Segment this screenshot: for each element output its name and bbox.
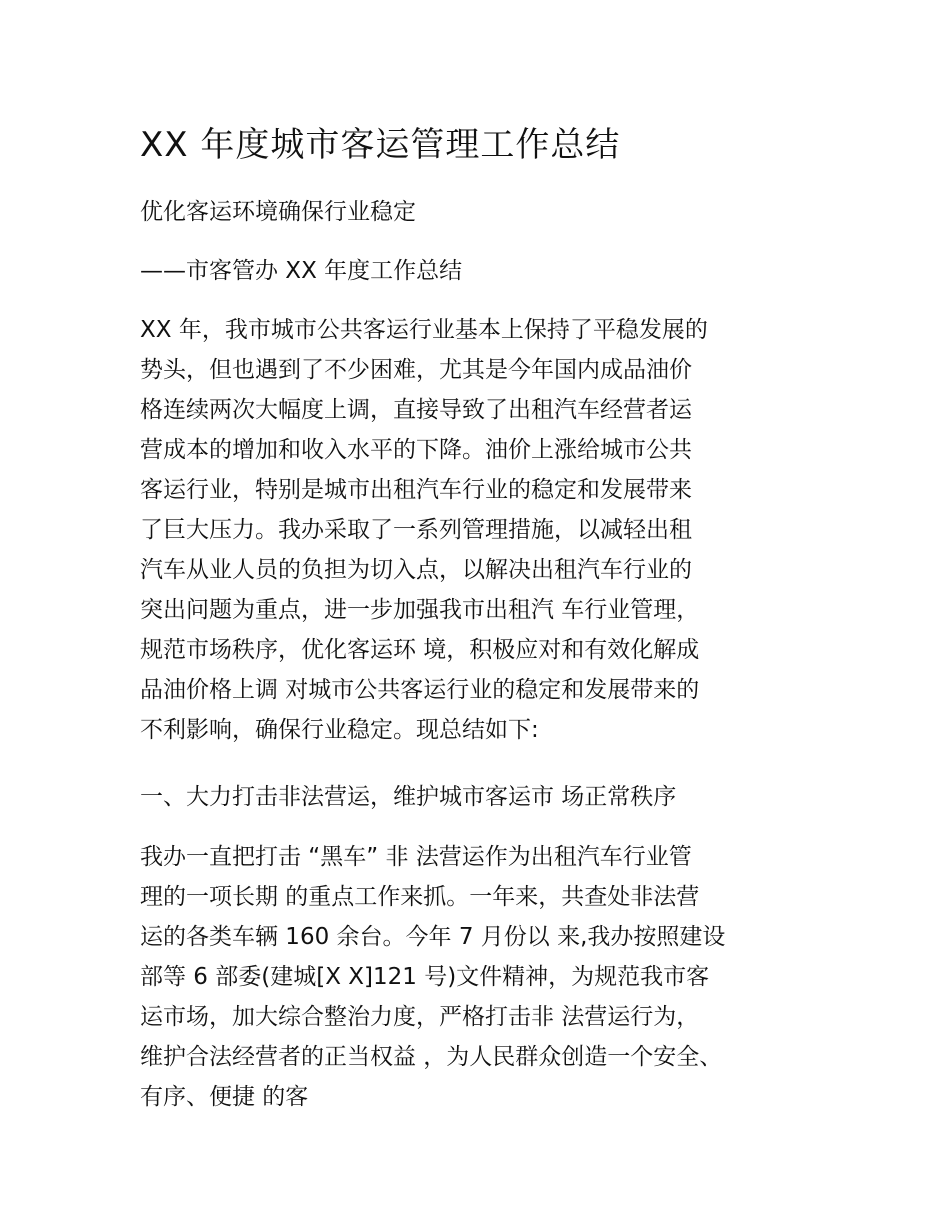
paragraph-line: 运的各类车辆 160 余台。今年 7 月份以 来,我办按照建设 (140, 924, 726, 950)
paragraph-line: 有序、便捷 的客 (140, 1084, 309, 1110)
paragraph-line: 客运行业，特别是城市出租汽车行业的稳定和发展带来 (140, 477, 692, 503)
paragraph-line: 不利影响，确保行业稳定。现总结如下: (140, 717, 539, 743)
paragraph-line: 理的一项长期 的重点工作来抓。一年来，共查处非法营 (140, 884, 700, 910)
paragraph-line: 品油价格上调 对城市公共客运行业的稳定和发展带来的 (140, 677, 700, 703)
paragraph-line: 汽车从业人员的负担为切入点，以解决出租汽车行业的 (140, 557, 692, 583)
document-subtitle: 优化客运环境确保行业稳定 (140, 199, 416, 225)
document-byline: ——市客管办 XX 年度工作总结 (140, 258, 463, 284)
intro-paragraph (140, 310, 830, 750)
section-heading: 一、大力打击非法营运，维护城市客运市 场正常秩序 (140, 784, 677, 810)
paragraph-line: 格连续两次大幅度上调，直接导致了出租汽车经营者运 (140, 397, 692, 423)
paragraph-line: 部等 6 部委(建城[X X]121 号)文件精神，为规范我市客 (140, 964, 710, 990)
paragraph-line: 突出问题为重点，进一步加强我市出租汽 车行业管理， (140, 597, 700, 623)
paragraph-line: 营成本的增加和收入水平的下降。油价上涨给城市公共 (140, 437, 692, 463)
paragraph-line: 运市场，加大综合整治力度，严格打击非 法营运行为， (140, 1004, 700, 1030)
paragraph-line: 维护合法经营者的正当权益 ，为人民群众创造一个安全、 (140, 1044, 723, 1070)
document-title: XX 年度城市客运管理工作总结 (140, 125, 621, 165)
paragraph-line: XX 年，我市城市公共客运行业基本上保持了平稳发展的 (140, 317, 708, 343)
paragraph-line: 势头，但也遇到了不少困难，尤其是今年国内成品油价 (140, 357, 692, 383)
section-paragraph (140, 837, 830, 1117)
paragraph-line: 规范市场秩序，优化客运环 境，积极应对和有效化解成 (140, 637, 700, 663)
paragraph-line: 我办一直把打击 “黑车” 非 法营运作为出租汽车行业管 (140, 844, 692, 870)
paragraph-line: 了巨大压力。我办采取了一系列管理措施，以减轻出租 (140, 517, 692, 543)
